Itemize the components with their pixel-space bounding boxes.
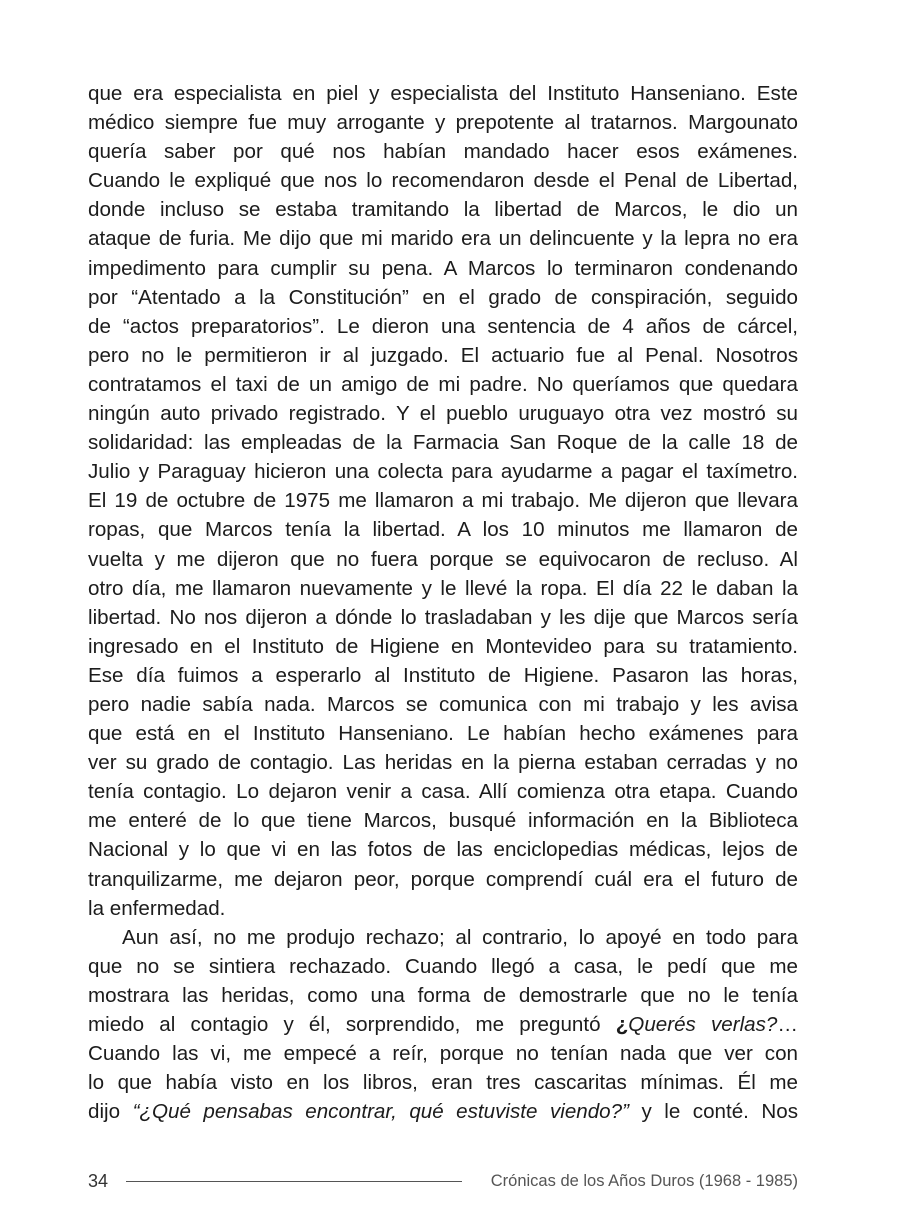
text-line: vuelta y me dijeron que no fuera porque se equivocaron de recluso. Al [88, 547, 798, 571]
text-line: de “actos preparatorios”. Le dieron una sentencia de 4 años de cárcel, [88, 314, 798, 338]
text-line: mostrara las heridas, como una forma de demostrarle que no le tenía [88, 983, 798, 1007]
text-line: ataque de furia. Me dijo que mi marido era un delincuente y la lepra no era [88, 227, 798, 251]
text-line: ropas, que Marcos tenía la libertad. A los 10 minutos me llamaron de [88, 518, 798, 542]
text-line: contratamos el taxi de un amigo de mi padre. No queríamos que quedara [88, 372, 798, 396]
text-line: lo que había visto en los libros, eran tres cascaritas mínimas. Él me [88, 1071, 798, 1095]
text-line: tenía contagio. Lo dejaron venir a casa. Allí comienza otra etapa. Cuando [88, 780, 798, 804]
text-line: médico siempre fue muy arrogante y prepotente al tratarnos. Margounato [88, 111, 798, 135]
text-segment: dijo [88, 1100, 133, 1124]
paragraph-2 [88, 923, 798, 1127]
text-line: otro día, me llamaron nuevamente y le llevé la ropa. El día 22 le daban la [88, 576, 798, 600]
text-line: libertad. No nos dijeron a dónde lo trasladaban y les dije que Marcos sería [88, 605, 798, 629]
page-number: 34 [88, 1170, 109, 1191]
text-line: que está en el Instituto Hanseniano. Le habían hecho exámenes para [88, 722, 798, 746]
text-line: solidaridad: las empleadas de la Farmacia San Roque de la calle 18 de [88, 431, 798, 455]
text-line: Cuando le expliqué que nos lo recomendaron desde el Penal de Libertad, [88, 169, 798, 193]
text-line [88, 1010, 798, 1039]
text-line: quería saber por qué nos habían mandado hacer esos exámenes. [88, 140, 798, 164]
inverted-question-mark: ¿ [615, 1013, 629, 1036]
text-line: El 19 de octubre de 1975 me llamaron a mi trabajo. Me dijeron que llevara [88, 489, 798, 513]
footer-rule [126, 1181, 462, 1182]
text-line: Cuando las vi, me empecé a reír, porque no tenían nada que ver con [88, 1042, 798, 1066]
text-segment: miedo al contagio y él, sorprendido, me preguntó [88, 1013, 616, 1036]
text-line: Ese día fuimos a esperarlo al Instituto de Higiene. Pasaron las horas, [88, 663, 798, 687]
text-line: pero no le permitieron ir al juzgado. El actuario fue al Penal. Nosotros [88, 343, 798, 367]
paragraph-1 [88, 79, 798, 923]
text-line: impedimento para cumplir su pena. A Marcos lo terminaron condenando [88, 256, 798, 280]
text-line: Julio y Paraguay hicieron una colecta para ayudarme a pagar el taxímetro. [88, 460, 798, 484]
text-line: que no se sintiera rechazado. Cuando llegó a casa, le pedí que me [88, 954, 798, 978]
page-footer [88, 1166, 798, 1196]
text-line: tranquilizarme, me dejaron peor, porque comprendí cuál era el futuro de [88, 867, 798, 891]
text-line: Nacional y lo que vi en las fotos de las enciclopedias médicas, lejos de [88, 838, 798, 862]
text-line: por “Atentado a la Constitución” en el grado de conspiración, seguido [88, 285, 798, 309]
text-line: me enteré de lo que tiene Marcos, busqué información en la Biblioteca [88, 809, 798, 833]
italic-quote: Querés verlas? [628, 1013, 778, 1036]
text-line: ningún auto privado registrado. Y el pueblo uruguayo otra vez mostró su [88, 402, 798, 426]
text-line: donde incluso se estaba tramitando la libertad de Marcos, le dio un [88, 198, 798, 222]
text-line: ver su grado de contagio. Las heridas en la pierna estaban cerradas y no [88, 751, 798, 775]
text-line: Aun así, no me produjo rechazo; al contrario, lo apoyé en todo para [122, 925, 798, 949]
running-footer-title: Crónicas de los Años Duros (1968 - 1985) [490, 1171, 798, 1190]
text-line: la enfermedad. [88, 896, 226, 920]
text-segment: … [777, 1013, 798, 1036]
italic-quote: “¿Qué pensabas encontrar, qué estuviste viendo?” [132, 1100, 629, 1124]
body-text [88, 79, 798, 1126]
text-line: pero nadie sabía nada. Marcos se comunica con mi trabajo y les avisa [88, 692, 798, 716]
text-line [88, 1097, 798, 1126]
text-segment: y le conté. Nos [628, 1100, 798, 1124]
text-line: que era especialista en piel y especialista del Instituto Hanseniano. Este [88, 82, 798, 105]
text-line: ingresado en el Instituto de Higiene en Montevideo para su tratamiento. [88, 634, 798, 658]
